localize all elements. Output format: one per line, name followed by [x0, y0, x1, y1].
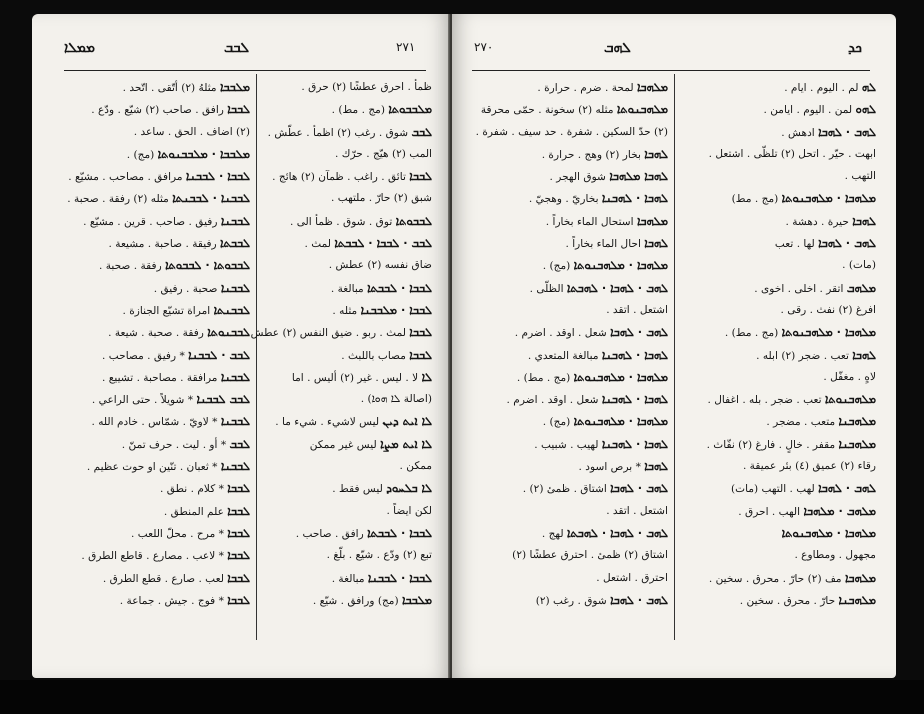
dictionary-entry: [680, 143, 876, 165]
dictionary-entry: [472, 522, 668, 544]
right-page-number: ٢٧٠: [474, 40, 494, 54]
dictionary-entry: [66, 76, 250, 98]
syriac-headword: ܠܗܒ · ܠܗܒܐ: [610, 481, 668, 496]
arabic-gloss: رافق . صاحب (٢) شيّع . ودّع .: [91, 104, 224, 117]
syriac-headword: ܠܐ ܒܠܚܘܕ: [386, 481, 432, 496]
syriac-headword: ܡܠܒܒܐ · ܡܠܒܒܢܘܬܐ: [157, 146, 250, 161]
dictionary-entry: [260, 187, 432, 209]
dictionary-entry: [66, 522, 250, 544]
dictionary-entry: [260, 76, 432, 98]
arabic-gloss: اتقر . اخلى . اخوى .: [754, 282, 844, 295]
dictionary-entry: [680, 277, 876, 299]
arabic-gloss: لعب . صارع . قطع الطرق .: [102, 572, 224, 585]
arabic-gloss: رافق . صاحب .: [295, 527, 364, 540]
dictionary-entry: [66, 98, 250, 120]
syriac-headword: ܠܒܒ: [411, 124, 432, 139]
dictionary-entry: [260, 254, 432, 276]
dictionary-entry: [472, 410, 668, 432]
arabic-gloss: صحبة . رفيق .: [153, 282, 218, 295]
dictionary-entry: [66, 433, 250, 455]
arabic-gloss: ليس غير ممكن: [309, 438, 377, 451]
dictionary-entry: [472, 76, 668, 98]
arabic-gloss: ظمأ . احرق عطشًا (٢) حرق .: [301, 81, 432, 93]
arabic-gloss: (مج) .: [126, 148, 155, 161]
arabic-gloss: المب (٢) هيّج . حرّك .: [335, 147, 432, 160]
syriac-headword: ܠܗܒܐ: [644, 146, 668, 161]
syriac-headword: ܠܐ ܐܝܬ ܕܝܢ: [382, 414, 432, 429]
arabic-gloss: امراة تشيّع الجنازة .: [122, 304, 211, 317]
syriac-headword: ܠܒܒܐ: [227, 503, 250, 518]
scanner-bottom-edge: [0, 680, 924, 714]
arabic-gloss: رقاء (٢) عميق (٤) بئر عميقة .: [742, 460, 876, 473]
dictionary-entry: [680, 299, 876, 321]
dictionary-entry: [66, 477, 250, 499]
dictionary-entry: [66, 455, 250, 477]
dictionary-entry: [472, 433, 668, 455]
syriac-headword: ܡܠܗܒܢܘܬܐ: [616, 102, 668, 117]
dictionary-entry: [260, 232, 432, 254]
dictionary-entry: [66, 567, 250, 589]
arabic-gloss: مبالغة المتعدي .: [527, 349, 599, 362]
dictionary-entry: [260, 210, 432, 232]
syriac-headword: ܠܗܒܐ: [644, 236, 668, 251]
dictionary-entry: [472, 232, 668, 254]
left-page-header: [32, 40, 450, 64]
arabic-gloss: مرافقة . مصاحبة . تشييع .: [102, 371, 218, 384]
dictionary-entry: [680, 76, 876, 98]
dictionary-entry: [680, 433, 876, 455]
arabic-gloss: رفيق . صاحب . قرين . مشيّع .: [83, 215, 218, 228]
arabic-gloss: تبع (٢) ودّع . شيّع . بلّغ .: [326, 549, 432, 562]
syriac-headword: ܠܒܒܢܐ: [220, 280, 250, 295]
dictionary-entry: [66, 299, 250, 321]
arabic-gloss: ادهش .: [781, 126, 815, 139]
syriac-headword: ܡܠܗܒܐ · ܡܠܗܒܢܘܬܐ: [573, 414, 668, 429]
syriac-headword: ܠܒܒܐ · ܠܒܒܬܐ: [367, 280, 432, 295]
arabic-gloss: الظلّى .: [529, 282, 564, 295]
dictionary-entry: [472, 477, 668, 499]
dictionary-entry: [260, 388, 432, 410]
dictionary-entry: [472, 165, 668, 187]
arabic-gloss: لهيب . شبيب .: [534, 438, 599, 451]
syriac-headword: ܠܗܘ: [855, 102, 876, 117]
dictionary-entry: [472, 544, 668, 566]
dictionary-entry: [260, 410, 432, 432]
right-column-divider: [674, 74, 675, 640]
arabic-gloss: شوق الهجر .: [549, 171, 606, 184]
syriac-headword: ܡܠܒܒܘܬܐ: [388, 102, 432, 117]
arabic-gloss: مف (٢) حارّ . محرق . سخين .: [708, 572, 842, 585]
dictionary-entry: [680, 344, 876, 366]
dictionary-entry: [680, 232, 876, 254]
dictionary-entry: [260, 98, 432, 120]
dictionary-entry: [260, 522, 432, 544]
dictionary-entry: [260, 299, 432, 321]
arabic-gloss: (مج) ورافق . شيّع .: [312, 594, 399, 607]
syriac-headword: ܠܒܒܐ · ܠܒܒܢܐ: [367, 570, 432, 585]
left-header-root: ܠܒܒ: [224, 40, 250, 56]
arabic-gloss: تعب . ضجر (٢) ابله .: [756, 349, 849, 362]
dictionary-entry: [66, 143, 250, 165]
syriac-headword: ܠܒܒܐ: [409, 325, 432, 340]
arabic-gloss: * شويلاً . حتى الراعي .: [91, 394, 194, 407]
arabic-gloss: اشتاق (٢) ظمئ . احترق عطشًا (٢): [512, 549, 668, 562]
dictionary-entry: [260, 121, 432, 143]
arabic-gloss: اشتاق . ظمئ (٢) .: [522, 483, 607, 496]
dictionary-entry: [472, 366, 668, 388]
syriac-headword: ܠܒܒܢܘܬܐ: [207, 325, 250, 340]
syriac-headword: ܠܗܒܐ: [644, 459, 668, 474]
dictionary-entry: [680, 388, 876, 410]
arabic-gloss: رفيقة . صاحبة . مشيعة .: [108, 238, 217, 251]
dictionary-entry: [680, 254, 876, 276]
left-page-column-left: [66, 76, 250, 650]
arabic-gloss: * برص اسود .: [578, 461, 641, 474]
syriac-headword: ܡܠܗܒܐ · ܡܠܗܒܢܘܬܐ: [781, 191, 876, 206]
arabic-gloss: لهب . التهب (مات): [730, 483, 815, 496]
arabic-gloss: مثله (٢) سخونة . حمّى محرقة: [480, 104, 614, 117]
arabic-gloss: الهب . احرق .: [738, 505, 801, 518]
dictionary-entry: [66, 589, 250, 611]
syriac-headword: ܠܒܒܢܐ · ܠܒܒܢܬܐ: [172, 191, 250, 206]
syriac-headword: ܠܗܒܐ: [852, 347, 876, 362]
arabic-gloss: لم . اليوم . ايام .: [784, 82, 859, 94]
syriac-headword: ܡܠܗܒܐ · ܡܠܗܒܢܘܬܐ: [781, 525, 876, 540]
dictionary-entry: [260, 589, 432, 611]
dictionary-entry: [66, 254, 250, 276]
arabic-gloss: مقفر . خالٍ . فارغ (٢) نفّاث .: [706, 438, 836, 451]
arabic-gloss: علم المنطق .: [163, 505, 224, 518]
syriac-headword: ܠܗܒ · ܠܗܒܐ · ܠܗܒܬܐ: [566, 525, 668, 540]
right-header-guideword: ܟܕ: [848, 40, 862, 56]
arabic-gloss: * فوج . جيش . جماعة .: [119, 594, 224, 607]
arabic-gloss: مبالغة .: [331, 572, 365, 585]
syriac-headword: ܠܗܒ · ܠܗܒܐ: [818, 124, 876, 139]
syriac-headword: ܠܐ ܐܝܬ ܡܨܐ: [380, 436, 432, 451]
dictionary-entry: [680, 321, 876, 343]
arabic-gloss: احال الماء بخاراً .: [565, 238, 641, 251]
dictionary-entry: [472, 210, 668, 232]
dictionary-entry: [472, 121, 668, 143]
arabic-gloss: مصاب باللبث .: [341, 349, 406, 362]
syriac-headword: ܠܒܒ · ܠܒܒܐ · ܠܒܒܬܐ: [334, 236, 432, 251]
arabic-gloss: التهب .: [844, 170, 876, 183]
dictionary-entry: [680, 98, 876, 120]
arabic-gloss: رفقة . صحبة . شيعة .: [108, 327, 204, 340]
syriac-headword: ܡܠܒܒܐ: [401, 592, 432, 607]
left-column-divider: [256, 74, 257, 640]
dictionary-entry: [260, 500, 432, 522]
arabic-gloss: (مات) .: [842, 259, 876, 272]
syriac-headword: ܠܒܒܢܐ: [220, 459, 250, 474]
arabic-gloss: لاهٍ . مغفّل .: [823, 370, 876, 383]
dictionary-entry: [680, 500, 876, 522]
syriac-headword: ܡܠܗܒܐ · ܡܠܗܒܢܘܬܐ: [781, 325, 876, 340]
syriac-headword: ܠܒܒܐ · ܡܠܒܒܢܐ: [360, 302, 432, 317]
arabic-gloss: لمن . اليوم . ايامن .: [763, 104, 853, 117]
syriac-headword: ܠܗܒܐ · ܠܗܒܢܐ: [601, 436, 668, 451]
dictionary-entry: [260, 366, 432, 388]
syriac-headword: ܠܗܒ · ܠܗܒܐ: [818, 481, 876, 496]
arabic-gloss: * لاويّ . شمّاس . خادم الله .: [91, 416, 218, 429]
dictionary-entry: [243, 321, 432, 343]
syriac-headword: ܠܒܒܐ: [227, 592, 250, 607]
dictionary-entry: [472, 277, 668, 299]
arabic-gloss: لمث .: [304, 238, 331, 251]
dictionary-entry: [680, 187, 876, 209]
dictionary-entry: [66, 210, 250, 232]
dictionary-entry: [66, 232, 250, 254]
left-page: [32, 14, 450, 678]
dictionary-entry: [66, 544, 250, 566]
syriac-headword: ܠܗ: [861, 80, 876, 94]
syriac-headword: ܠܒܒܢܐ: [220, 213, 250, 228]
arabic-gloss: مثله .: [332, 304, 358, 317]
syriac-headword: ܠܗܒܐ: [852, 213, 876, 228]
dictionary-entry: [680, 210, 876, 232]
left-header-guideword: ܡܡܠܐ: [64, 40, 96, 56]
dictionary-entry: [472, 187, 668, 209]
arabic-gloss: احترق . اشتعل .: [596, 571, 668, 584]
right-page-column-right: [680, 76, 876, 650]
dictionary-entry: [680, 544, 876, 566]
arabic-gloss: مثله (٢) رفقة . صحبة .: [67, 193, 169, 206]
dictionary-entry: [260, 433, 432, 455]
syriac-headword: ܠܒܒܐ · ܠܒܒܢܐ: [185, 169, 250, 184]
syriac-headword: ܠܒܒܢܐ: [220, 369, 250, 384]
dictionary-entry: [260, 344, 432, 366]
syriac-headword: ܠܗܒܐ · ܠܗܒܢܐ: [601, 191, 668, 206]
dictionary-entry: [472, 500, 668, 522]
arabic-gloss: شبق (٢) حارّ . ملتهب .: [330, 192, 432, 205]
syriac-headword: ܠܒܒܢܬܐ: [213, 302, 250, 317]
arabic-gloss: بخار (٢) وهج . حرارة .: [541, 148, 641, 161]
dictionary-entry: [472, 299, 668, 321]
dictionary-entry: [472, 344, 668, 366]
arabic-gloss: شوق . رغب (٢) اظمأ . عطّش .: [267, 126, 409, 139]
arabic-gloss: (مج . مط) .: [516, 371, 571, 384]
left-page-number: ٢٧١: [396, 40, 416, 54]
dictionary-entry: [66, 165, 250, 187]
dictionary-entry: [680, 589, 876, 611]
right-page: [452, 14, 896, 678]
syriac-headword: ܠܒܒܐ: [409, 169, 432, 184]
dictionary-entry: [66, 121, 250, 143]
arabic-gloss: افرغ (٢) نفث . رقى .: [780, 303, 876, 316]
arabic-gloss: (مج . مط) .: [331, 104, 385, 117]
arabic-gloss: ضاق نفسه (٢) عطش .: [328, 259, 432, 272]
syriac-headword: ܡܠܗܒܐ · ܡܠܗܒܢܘܬܐ: [573, 258, 668, 273]
dictionary-entry: [472, 254, 668, 276]
arabic-gloss: متعب . مضجر .: [766, 416, 836, 429]
dictionary-entry: [260, 455, 432, 477]
syriac-headword: ܠܒܒܐ: [409, 347, 432, 362]
arabic-gloss: توق . شوق . ظمأ الى .: [289, 215, 393, 228]
syriac-headword: ܠܒܒܢܐ: [220, 414, 250, 429]
syriac-headword: ܠܗܒ · ܠܗܒܐ: [610, 325, 668, 340]
syriac-headword: ܠܒܒܐ: [227, 102, 250, 117]
syriac-headword: ܠܒܒܐ · ܠܒܒܬܐ: [367, 525, 432, 540]
syriac-headword: ܠܒܒ ܠܒܒܢܐ: [196, 392, 250, 407]
dictionary-entry: [472, 589, 668, 611]
syriac-headword: ܠܗܒܐ · ܠܗܒܢܐ: [601, 392, 668, 407]
syriac-headword: ܡܠܒܒܐ: [219, 80, 250, 94]
arabic-gloss: ابهت . حيّر . اتحل (٢) تلظّى . اشتعل .: [708, 147, 876, 160]
syriac-headword: ܠܒܒܬܐ: [220, 236, 250, 251]
arabic-gloss: حيرة . دهشة .: [785, 215, 849, 228]
dictionary-entry: [66, 277, 250, 299]
dictionary-entry: [680, 477, 876, 499]
syriac-headword: ܡܠܗܒܢܐ: [838, 414, 876, 429]
right-header-root: ܠܗܒ: [604, 40, 631, 56]
dictionary-entry: [472, 98, 668, 120]
dictionary-entry: [260, 477, 432, 499]
syriac-headword: ܠܗܒܐ · ܠܗܒܢܐ: [601, 347, 668, 362]
arabic-gloss: لهج .: [541, 527, 564, 540]
syriac-headword: ܠܒܒܐ: [227, 570, 250, 585]
arabic-gloss: لها . تعب: [774, 238, 815, 251]
syriac-headword: ܠܗܒܐ ܡܠܗܒܐ: [609, 169, 668, 184]
arabic-gloss: ليس فقط .: [332, 483, 383, 496]
arabic-gloss: * رفيق . مصاحب .: [102, 349, 185, 362]
arabic-gloss: ليس لاشيء . شيء ما .: [275, 416, 380, 429]
right-page-header: [452, 40, 896, 64]
syriac-headword: ܡܠܗܒܐ: [636, 213, 668, 228]
arabic-gloss: * كلام . نطق .: [160, 483, 224, 496]
dictionary-entry: [680, 366, 876, 388]
syriac-headword: ܠܐ: [421, 369, 432, 384]
dictionary-entry: [66, 410, 250, 432]
dictionary-entry: [472, 388, 668, 410]
syriac-headword: ܠܒܒܐ: [227, 525, 250, 540]
arabic-gloss: * أو . ليت . حرف تمنّ .: [121, 438, 227, 451]
syriac-headword: ܡܠܗܒܐ: [636, 80, 668, 94]
dictionary-entry: [680, 410, 876, 432]
syriac-headword: ܡܠܗܒܐ · ܡܠܗܒܢܘܬܐ: [573, 369, 668, 384]
dictionary-entry: [260, 165, 432, 187]
syriac-headword: ܠܗܒ · ܠܗܒܐ · ܠܗܒܬܐ: [566, 280, 668, 295]
arabic-gloss: تعب . ضجر . بله . اغفال .: [707, 394, 822, 407]
dictionary-entry: [260, 567, 432, 589]
syriac-headword: ܠܒܒܐ: [227, 548, 250, 563]
arabic-gloss: شوق . رغب (٢): [535, 594, 607, 607]
dictionary-entry: [66, 500, 250, 522]
syriac-headword: ܠܒܒܘܬܐ: [395, 213, 432, 228]
arabic-gloss: رفقة . صحبة .: [98, 260, 162, 273]
dictionary-entry: [680, 522, 876, 544]
dictionary-entry: [260, 544, 432, 566]
arabic-gloss: (مج . مط) .: [724, 327, 779, 340]
left-header-rule: [64, 70, 426, 71]
dictionary-entry: [472, 567, 668, 589]
left-page-column-right: [243, 76, 432, 650]
dictionary-entry: [472, 321, 668, 343]
arabic-gloss: * مرح . محلّ اللعب .: [130, 527, 224, 540]
syriac-headword: ܡܠܗܒ · ܡܠܗܒܐ: [803, 503, 876, 518]
arabic-gloss: (٢) حدّ السكين . شفرة . حد سيف . شفرة .: [475, 125, 668, 138]
dictionary-entry: [260, 277, 432, 299]
arabic-gloss: لا . ليس . غير (٢) أليس . اما: [291, 371, 419, 384]
arabic-gloss: اشتعل . اتقد .: [606, 504, 668, 517]
dictionary-entry: [680, 567, 876, 589]
arabic-gloss: (مج) .: [542, 260, 571, 273]
arabic-gloss: حارّ . محرق . سخين .: [739, 594, 836, 607]
arabic-gloss: اشتعل . اتقد .: [606, 303, 668, 316]
arabic-gloss: (مج . مط): [731, 193, 779, 206]
syriac-headword: ܡܠܗܒܢܐ: [838, 436, 876, 451]
arabic-gloss: لمث . ربو . ضيق النفس (٢) عطش .: [243, 327, 406, 340]
syriac-headword: ܠܒܒܘܬܐ · ܠܒܒܘܬܐ: [165, 258, 250, 273]
arabic-gloss: شعل . اوقد . اضرم .: [506, 394, 599, 407]
dictionary-entry: [66, 388, 250, 410]
arabic-gloss: استحال الماء بخاراً .: [545, 215, 634, 228]
syriac-headword: ܡܠܗܒܢܐ: [838, 592, 876, 607]
arabic-gloss: لمحة . ضرم . حرارة .: [537, 82, 634, 94]
syriac-headword: ܡܠܗܒ: [846, 280, 876, 295]
dictionary-entry: [472, 143, 668, 165]
dictionary-entry: [472, 455, 668, 477]
dictionary-entry: [66, 344, 250, 366]
syriac-headword: ܡܠܗܒܐ: [844, 570, 876, 585]
syriac-headword: ܠܒܒ: [229, 436, 250, 451]
arabic-gloss: شعل . اوقد . اضرم .: [514, 327, 607, 340]
arabic-gloss: مجهول . ومطاوع .: [794, 549, 876, 562]
dictionary-entry: [66, 187, 250, 209]
dictionary-entry: [680, 165, 876, 187]
syriac-headword: ܠܗܒ · ܠܗܒܐ: [818, 236, 876, 251]
dictionary-entry: [260, 143, 432, 165]
right-header-rule: [472, 70, 870, 71]
dictionary-entry: [66, 366, 250, 388]
syriac-headword: ܠܒܒ · ܠܒܒܢܐ: [188, 347, 250, 362]
arabic-gloss: مبالغة .: [330, 282, 364, 295]
arabic-gloss: (مج) .: [542, 416, 571, 429]
arabic-gloss: مرافق . مصاحب . مشيّع .: [68, 171, 183, 184]
right-page-column-left: [472, 76, 668, 650]
arabic-gloss: بخاريّ . وهجيّ .: [528, 193, 599, 206]
arabic-gloss: تائق . راغب . ظمآن (٢) هائج .: [272, 171, 406, 184]
arabic-gloss: مثلهُ (٢) أتّقى . اتّحد .: [122, 82, 217, 94]
arabic-gloss: * لاعب . مصارع . قاطع الطرق .: [81, 550, 224, 563]
syriac-headword: ܡܠܗܒܢܘܬܐ: [824, 392, 876, 407]
syriac-headword: ܠܗܒ · ܠܗܒܐ: [610, 592, 668, 607]
arabic-gloss: ممكن .: [399, 460, 432, 473]
syriac-headword: ܠܒܒܐ: [227, 481, 250, 496]
dictionary-entry: [680, 455, 876, 477]
dictionary-entry: [66, 321, 250, 343]
arabic-gloss: (اصالة ܠܐ ܗܘܐ) .: [360, 393, 432, 406]
arabic-gloss: (٢) اضاف . الحق . ساعد .: [133, 125, 250, 138]
dictionary-entry: [680, 121, 876, 143]
arabic-gloss: * ثعبان . تنّين او حوت عظيم .: [86, 461, 218, 474]
arabic-gloss: لكن ايضاً .: [386, 504, 432, 517]
